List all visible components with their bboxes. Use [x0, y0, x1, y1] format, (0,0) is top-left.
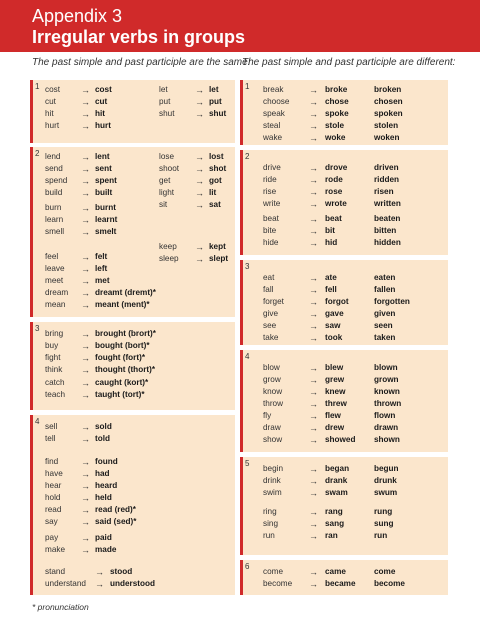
- arrow-icon: →: [309, 423, 318, 433]
- arrow-icon: →: [309, 567, 318, 577]
- past-simple: hid: [325, 238, 338, 247]
- past-participle: known: [374, 387, 400, 396]
- arrow-icon: →: [81, 353, 90, 363]
- past-simple: sold: [95, 422, 112, 431]
- base-form: beat: [263, 214, 279, 223]
- past-participle: fallen: [374, 285, 396, 294]
- past-participle: risen: [374, 187, 394, 196]
- arrow-icon: →: [95, 567, 104, 577]
- past-participle: thrown: [374, 399, 402, 408]
- arrow-icon: →: [309, 199, 318, 209]
- arrow-icon: →: [195, 152, 204, 162]
- arrow-icon: →: [309, 399, 318, 409]
- past-simple: swam: [325, 488, 348, 497]
- past-participle: drunk: [374, 476, 397, 485]
- arrow-icon: →: [81, 469, 90, 479]
- past-simple: rode: [325, 175, 343, 184]
- past-simple: held: [95, 493, 112, 502]
- past-simple: lost: [209, 152, 224, 161]
- left-column-heading: The past simple and past participle are the same:: [32, 57, 251, 68]
- past-simple: left: [95, 264, 108, 273]
- base-form: shoot: [159, 164, 180, 173]
- base-form: dream: [45, 288, 69, 297]
- base-form: come: [263, 567, 284, 576]
- group-number: 3: [245, 262, 250, 271]
- past-participle: ridden: [374, 175, 400, 184]
- base-form: wake: [263, 133, 283, 142]
- past-participle: hidden: [374, 238, 401, 247]
- past-simple: blew: [325, 363, 344, 372]
- base-form: say: [45, 517, 58, 526]
- base-form: leave: [45, 264, 65, 273]
- arrow-icon: →: [309, 579, 318, 589]
- arrow-icon: →: [195, 109, 204, 119]
- past-participle: broken: [374, 85, 402, 94]
- arrow-icon: →: [81, 264, 90, 274]
- base-form: write: [263, 199, 281, 208]
- group-number: 3: [35, 324, 40, 333]
- past-participle: taken: [374, 333, 396, 342]
- past-simple: got: [209, 176, 222, 185]
- arrow-icon: →: [309, 411, 318, 421]
- past-participle: rung: [374, 507, 393, 516]
- base-form: catch: [45, 378, 65, 387]
- arrow-icon: →: [81, 109, 90, 119]
- past-simple: flew: [325, 411, 341, 420]
- right-column-heading: The past simple and past participle are different:: [242, 57, 456, 68]
- arrow-icon: →: [195, 97, 204, 107]
- page-title: Irregular verbs in groups: [32, 27, 246, 47]
- base-form: burn: [45, 203, 62, 212]
- past-simple: gave: [325, 309, 344, 318]
- past-simple: bought (bort)*: [95, 341, 150, 350]
- group-number: 1: [245, 82, 250, 91]
- group-number: 1: [35, 82, 40, 91]
- base-form: buy: [45, 341, 59, 350]
- arrow-icon: →: [195, 242, 204, 252]
- arrow-icon: →: [309, 226, 318, 236]
- base-form: fly: [263, 411, 272, 420]
- arrow-icon: →: [195, 254, 204, 264]
- base-form: grow: [263, 375, 281, 384]
- past-participle: come: [374, 567, 396, 576]
- arrow-icon: →: [309, 297, 318, 307]
- past-participle: spoken: [374, 109, 403, 118]
- past-simple: caught (kort)*: [95, 378, 149, 387]
- past-simple: met: [95, 276, 110, 285]
- past-participle: beaten: [374, 214, 401, 223]
- past-simple: dreamt (dremt)*: [95, 288, 156, 297]
- past-simple: fought (fort)*: [95, 353, 146, 362]
- verb-group-box: [30, 147, 235, 317]
- base-form: sleep: [159, 254, 179, 263]
- arrow-icon: →: [309, 464, 318, 474]
- verb-group-box: [240, 350, 448, 452]
- arrow-icon: →: [81, 533, 90, 543]
- past-participle: sung: [374, 519, 394, 528]
- base-form: get: [159, 176, 171, 185]
- past-simple: woke: [325, 133, 346, 142]
- past-simple: made: [95, 545, 117, 554]
- arrow-icon: →: [81, 493, 90, 503]
- base-form: throw: [263, 399, 284, 408]
- past-simple: rang: [325, 507, 343, 516]
- verb-group-box: [30, 80, 235, 143]
- base-form: steal: [263, 121, 281, 130]
- footnote: * pronunciation: [32, 602, 89, 612]
- base-form: know: [263, 387, 283, 396]
- base-form: ring: [263, 507, 277, 516]
- arrow-icon: →: [81, 276, 90, 286]
- past-simple: built: [95, 188, 113, 197]
- arrow-icon: →: [309, 97, 318, 107]
- group-number: 5: [245, 459, 250, 468]
- arrow-icon: →: [81, 545, 90, 555]
- past-simple: hurt: [95, 121, 111, 130]
- base-form: lend: [45, 152, 61, 161]
- base-form: learn: [45, 215, 64, 224]
- arrow-icon: →: [309, 375, 318, 385]
- arrow-icon: →: [309, 363, 318, 373]
- arrow-icon: →: [309, 238, 318, 248]
- past-simple: stood: [110, 567, 133, 576]
- arrow-icon: →: [309, 273, 318, 283]
- base-form: cut: [45, 97, 56, 106]
- past-simple: meant (ment)*: [95, 300, 150, 309]
- past-simple: drew: [325, 423, 345, 432]
- group-number: 4: [35, 417, 40, 426]
- arrow-icon: →: [195, 164, 204, 174]
- base-form: give: [263, 309, 279, 318]
- arrow-icon: →: [195, 85, 204, 95]
- verb-group-box: [240, 457, 448, 555]
- base-form: cost: [45, 85, 61, 94]
- past-simple: showed: [325, 435, 356, 444]
- arrow-icon: →: [81, 176, 90, 186]
- arrow-icon: →: [309, 187, 318, 197]
- past-simple: came: [325, 567, 346, 576]
- past-simple: understood: [110, 579, 156, 588]
- arrow-icon: →: [81, 85, 90, 95]
- past-participle: run: [374, 531, 388, 540]
- arrow-icon: →: [81, 121, 90, 131]
- past-simple: sat: [209, 200, 221, 209]
- past-simple: felt: [95, 252, 108, 261]
- base-form: break: [263, 85, 284, 94]
- base-form: fall: [263, 285, 274, 294]
- arrow-icon: →: [81, 329, 90, 339]
- page-header: [0, 0, 480, 52]
- base-form: bite: [263, 226, 277, 235]
- group-number: 6: [245, 562, 250, 571]
- past-participle: blown: [374, 363, 398, 372]
- past-simple: drank: [325, 476, 348, 485]
- base-form: drive: [263, 163, 281, 172]
- arrow-icon: →: [309, 85, 318, 95]
- past-participle: written: [374, 199, 401, 208]
- arrow-icon: →: [309, 214, 318, 224]
- past-simple: sent: [95, 164, 112, 173]
- arrow-icon: →: [309, 333, 318, 343]
- base-form: understand: [45, 579, 86, 588]
- past-simple: shot: [209, 164, 227, 173]
- past-simple: learnt: [95, 215, 118, 224]
- arrow-icon: →: [309, 285, 318, 295]
- arrow-icon: →: [195, 188, 204, 198]
- arrow-icon: →: [81, 203, 90, 213]
- past-simple: cost: [95, 85, 112, 94]
- past-simple: hit: [95, 109, 106, 118]
- base-form: meet: [45, 276, 64, 285]
- past-simple: slept: [209, 254, 229, 263]
- base-form: stand: [45, 567, 66, 576]
- verb-group-box: [240, 150, 448, 255]
- base-form: feel: [45, 252, 59, 261]
- base-form: send: [45, 164, 63, 173]
- past-simple: read (red)*: [95, 505, 136, 514]
- past-simple: knew: [325, 387, 346, 396]
- group-number: 4: [245, 352, 250, 361]
- past-simple: beat: [325, 214, 342, 223]
- past-simple: paid: [95, 533, 112, 542]
- base-form: let: [159, 85, 168, 94]
- base-form: smell: [45, 227, 65, 236]
- base-form: bring: [45, 329, 64, 338]
- base-form: fight: [45, 353, 61, 362]
- arrow-icon: →: [309, 476, 318, 486]
- past-participle: become: [374, 579, 405, 588]
- arrow-icon: →: [309, 507, 318, 517]
- base-form: tell: [45, 434, 56, 443]
- past-simple: fell: [325, 285, 337, 294]
- arrow-icon: →: [81, 300, 90, 310]
- past-simple: grew: [325, 375, 345, 384]
- base-form: hide: [263, 238, 279, 247]
- base-form: speak: [263, 109, 285, 118]
- arrow-icon: →: [309, 121, 318, 131]
- base-form: see: [263, 321, 277, 330]
- past-simple: bit: [325, 226, 336, 235]
- base-form: blow: [263, 363, 280, 372]
- arrow-icon: →: [81, 457, 90, 467]
- base-form: sit: [159, 200, 168, 209]
- arrow-icon: →: [81, 152, 90, 162]
- base-form: run: [263, 531, 275, 540]
- arrow-icon: →: [81, 505, 90, 515]
- past-simple: heard: [95, 481, 118, 490]
- past-simple: spoke: [325, 109, 349, 118]
- past-simple: let: [209, 85, 219, 94]
- past-simple: had: [95, 469, 110, 478]
- past-simple: lent: [95, 152, 110, 161]
- arrow-icon: →: [81, 390, 90, 400]
- past-participle: seen: [374, 321, 393, 330]
- arrow-icon: →: [309, 309, 318, 319]
- past-participle: swum: [374, 488, 398, 497]
- group-number: 2: [35, 149, 40, 158]
- arrow-icon: →: [81, 227, 90, 237]
- past-simple: ate: [325, 273, 337, 282]
- base-form: teach: [45, 390, 66, 399]
- arrow-icon: →: [81, 188, 90, 198]
- base-form: lose: [159, 152, 175, 161]
- past-participle: drawn: [374, 423, 399, 432]
- arrow-icon: →: [81, 422, 90, 432]
- group-number: 2: [245, 152, 250, 161]
- base-form: forget: [263, 297, 284, 306]
- base-form: begin: [263, 464, 284, 473]
- base-form: have: [45, 469, 63, 478]
- base-form: ride: [263, 175, 277, 184]
- past-simple: ran: [325, 531, 338, 540]
- verb-group-box: [240, 80, 448, 145]
- past-participle: bitten: [374, 226, 397, 235]
- past-simple: became: [325, 579, 356, 588]
- base-form: make: [45, 545, 66, 554]
- past-simple: burnt: [95, 203, 116, 212]
- past-simple: thought (thort)*: [95, 365, 156, 374]
- past-participle: woken: [374, 133, 400, 142]
- past-simple: put: [209, 97, 222, 106]
- past-participle: grown: [374, 375, 399, 384]
- base-form: pay: [45, 533, 59, 542]
- past-simple: found: [95, 457, 118, 466]
- appendix-label: Appendix 3: [32, 6, 123, 26]
- base-form: read: [45, 505, 62, 514]
- base-form: sell: [45, 422, 58, 431]
- arrow-icon: →: [309, 109, 318, 119]
- past-simple: kept: [209, 242, 226, 251]
- base-form: keep: [159, 242, 177, 251]
- base-form: build: [45, 188, 63, 197]
- past-simple: lit: [209, 188, 217, 197]
- past-simple: broke: [325, 85, 348, 94]
- past-participle: forgotten: [374, 297, 410, 306]
- past-participle: stolen: [374, 121, 399, 130]
- arrow-icon: →: [81, 288, 90, 298]
- past-simple: took: [325, 333, 343, 342]
- past-simple: smelt: [95, 227, 117, 236]
- arrow-icon: →: [81, 215, 90, 225]
- arrow-icon: →: [309, 387, 318, 397]
- arrow-icon: →: [81, 252, 90, 262]
- past-simple: cut: [95, 97, 108, 106]
- arrow-icon: →: [309, 488, 318, 498]
- arrow-icon: →: [81, 164, 90, 174]
- past-simple: saw: [325, 321, 341, 330]
- base-form: think: [45, 365, 63, 374]
- verb-group-box: [30, 322, 235, 410]
- past-participle: begun: [374, 464, 399, 473]
- base-form: drink: [263, 476, 281, 485]
- past-simple: wrote: [325, 199, 347, 208]
- past-simple: spent: [95, 176, 117, 185]
- base-form: spend: [45, 176, 68, 185]
- base-form: rise: [263, 187, 277, 196]
- base-form: show: [263, 435, 283, 444]
- past-simple: brought (brort)*: [95, 329, 156, 338]
- past-simple: shut: [209, 109, 227, 118]
- base-form: put: [159, 97, 171, 106]
- base-form: choose: [263, 97, 290, 106]
- arrow-icon: →: [309, 133, 318, 143]
- past-participle: given: [374, 309, 396, 318]
- past-simple: forgot: [325, 297, 349, 306]
- base-form: swim: [263, 488, 282, 497]
- base-form: shut: [159, 109, 175, 118]
- verb-group-box: [240, 260, 448, 345]
- base-form: hear: [45, 481, 62, 490]
- past-simple: sang: [325, 519, 345, 528]
- arrow-icon: →: [81, 341, 90, 351]
- past-simple: said (sed)*: [95, 517, 137, 526]
- base-form: hurt: [45, 121, 60, 130]
- arrow-icon: →: [81, 434, 90, 444]
- arrow-icon: →: [309, 435, 318, 445]
- base-form: become: [263, 579, 293, 588]
- past-simple: rose: [325, 187, 343, 196]
- arrow-icon: →: [195, 176, 204, 186]
- base-form: light: [159, 188, 175, 197]
- arrow-icon: →: [81, 481, 90, 491]
- past-participle: shown: [374, 435, 400, 444]
- base-form: find: [45, 457, 59, 466]
- base-form: take: [263, 333, 279, 342]
- base-form: mean: [45, 300, 66, 309]
- past-simple: threw: [325, 399, 347, 408]
- past-simple: told: [95, 434, 111, 443]
- past-participle: chosen: [374, 97, 403, 106]
- base-form: hold: [45, 493, 61, 502]
- past-simple: began: [325, 464, 350, 473]
- arrow-icon: →: [81, 378, 90, 388]
- arrow-icon: →: [309, 519, 318, 529]
- past-participle: eaten: [374, 273, 396, 282]
- arrow-icon: →: [81, 517, 90, 527]
- past-simple: stole: [325, 121, 345, 130]
- past-simple: taught (tort)*: [95, 390, 145, 399]
- arrow-icon: →: [309, 531, 318, 541]
- past-participle: flown: [374, 411, 396, 420]
- past-simple: chose: [325, 97, 349, 106]
- base-form: eat: [263, 273, 275, 282]
- base-form: draw: [263, 423, 281, 432]
- verb-group-box: [240, 560, 448, 595]
- arrow-icon: →: [309, 321, 318, 331]
- arrow-icon: →: [95, 579, 104, 589]
- arrow-icon: →: [81, 365, 90, 375]
- arrow-icon: →: [309, 175, 318, 185]
- past-participle: driven: [374, 163, 399, 172]
- past-simple: drove: [325, 163, 348, 172]
- arrow-icon: →: [309, 163, 318, 173]
- arrow-icon: →: [195, 200, 204, 210]
- base-form: hit: [45, 109, 54, 118]
- verb-group-box: [30, 415, 235, 595]
- arrow-icon: →: [81, 97, 90, 107]
- base-form: sing: [263, 519, 279, 528]
